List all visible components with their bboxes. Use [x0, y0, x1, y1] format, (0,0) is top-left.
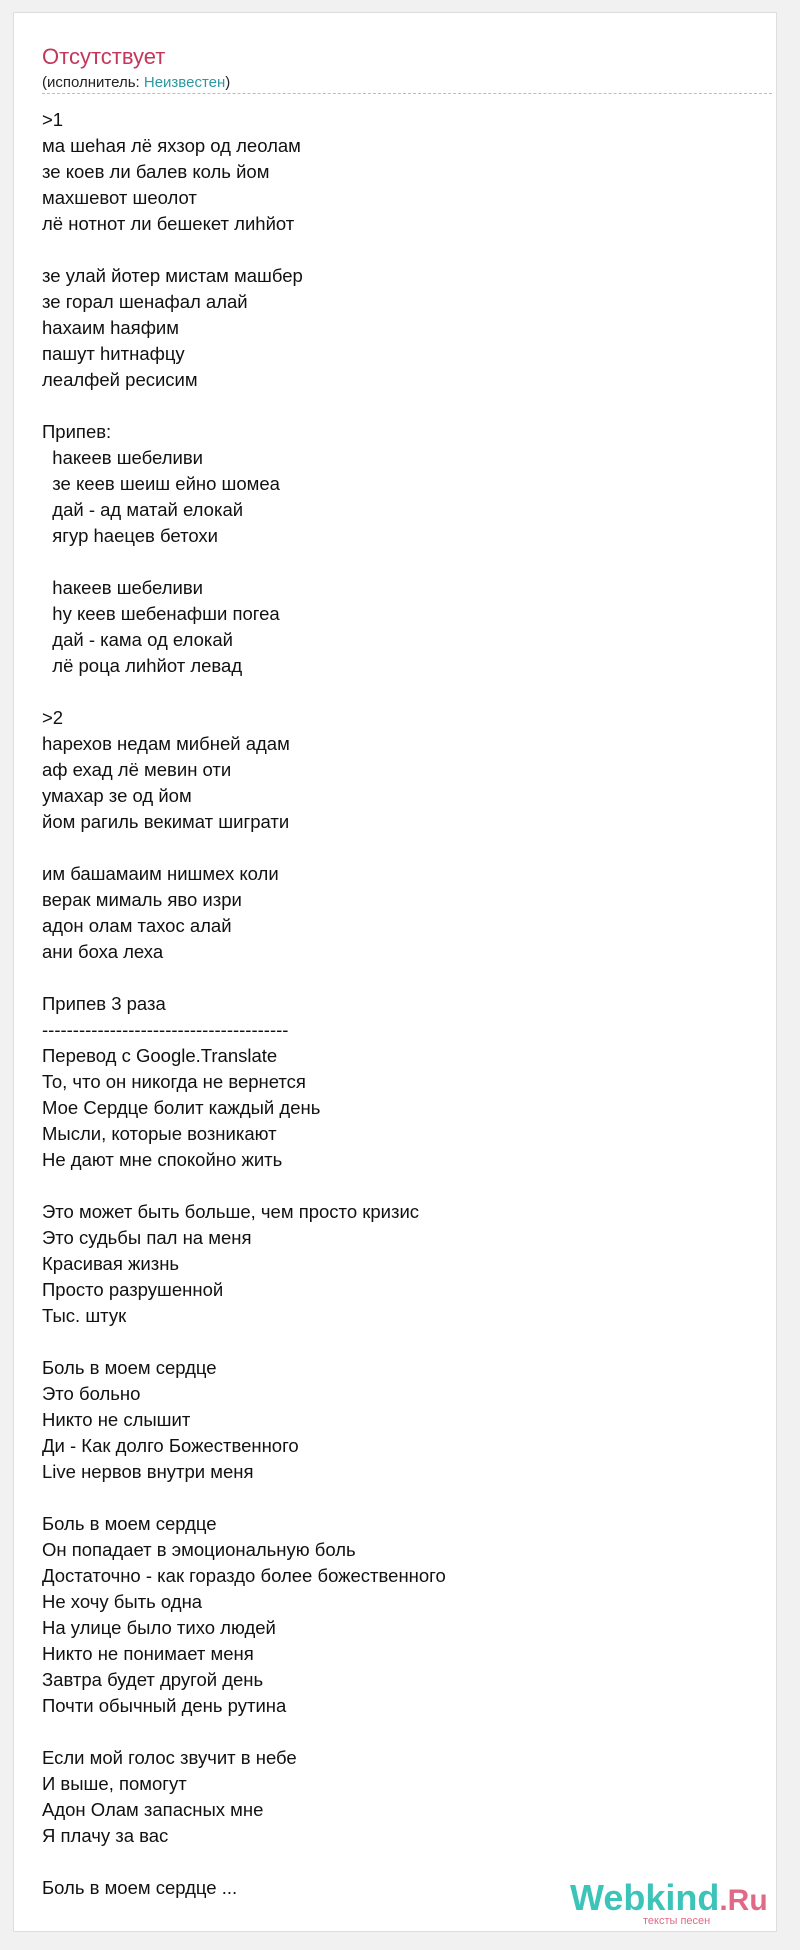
lyric-line: Это судьбы пал на меня [42, 1227, 252, 1248]
lyric-line: им башамаим нишмех коли [42, 863, 279, 884]
lyric-line: Боль в моем сердце [42, 1513, 217, 1534]
artist-prefix: (исполнитель: [42, 74, 144, 91]
lyric-line: лё нотнот ли бешекет лиhйот [42, 213, 295, 234]
lyric-line: зе улай йотер мистам машбер [42, 265, 303, 286]
lyric-line: йом рагиль векимат шиграти [42, 811, 290, 832]
lyric-line [42, 1485, 772, 1511]
lyric-line: аф ехад лё мевин оти [42, 759, 232, 780]
lyric-line: зе горал шенафал алай [42, 291, 248, 312]
logo-name: Webkind [570, 1877, 720, 1918]
lyric-line: зе кеев шеиш ейно шомеа [42, 473, 280, 494]
lyric-line: Он попадает в эмоциональную боль [42, 1539, 356, 1560]
lyric-line: Никто не понимает меня [42, 1643, 254, 1664]
lyric-line: ягур hаецев бетохи [42, 525, 219, 546]
lyric-line: Это больно [42, 1383, 141, 1404]
lyric-line: И выше, помогут [42, 1773, 187, 1794]
logo-tld: .Ru [719, 1884, 768, 1917]
lyric-line: Просто разрушенной [42, 1279, 224, 1300]
lyrics-text [42, 107, 772, 1901]
webkind-logo[interactable] [570, 1877, 768, 1919]
lyric-line [42, 835, 772, 861]
lyrics-card [13, 12, 777, 1932]
lyric-line: Перевод с Google.Translate [42, 1045, 278, 1066]
lyric-line: верак мималь яво изри [42, 889, 242, 910]
lyric-line: hахаим hаяфим [42, 317, 179, 338]
lyric-line: умахар зе од йом [42, 785, 192, 806]
lyric-line: дай - кама од елокай [42, 629, 233, 650]
lyric-line [42, 679, 772, 705]
lyric-line: Live нервов внутри меня [42, 1461, 254, 1482]
lyric-line [42, 1173, 772, 1199]
lyric-line: >2 [42, 707, 64, 728]
lyric-line: На улице было тихо людей [42, 1617, 276, 1638]
lyric-line: лё роца лиhйот левад [42, 655, 243, 676]
lyric-line: Ди - Как долго Божественного [42, 1435, 299, 1456]
lyric-line: Боль в моем сердце ... [42, 1877, 238, 1898]
lyric-line [42, 965, 772, 991]
lyric-line: Тыс. штук [42, 1305, 127, 1326]
lyric-line: ---------------------------------------- [42, 1019, 289, 1040]
lyric-line: Это может быть больше, чем просто кризис [42, 1201, 420, 1222]
song-title: Отсутствует [42, 44, 166, 69]
lyric-line: дай - ад матай елокай [42, 499, 244, 520]
lyric-line: махшевот шеолот [42, 187, 197, 208]
header-divider [42, 93, 772, 94]
lyric-line: Красивая жизнь [42, 1253, 180, 1274]
lyric-line: ма шеhая лё яхзор од леолам [42, 135, 301, 156]
lyric-line: зе коев ли балев коль йом [42, 161, 270, 182]
lyric-line [42, 549, 772, 575]
lyric-line: >1 [42, 109, 64, 130]
lyric-line: Если мой голос звучит в небе [42, 1747, 297, 1768]
lyric-line: Почти обычный день рутина [42, 1695, 287, 1716]
lyric-line: Мысли, которые возникают [42, 1123, 277, 1144]
artist-suffix: ) [225, 74, 231, 91]
lyric-line: леалфей ресисим [42, 369, 198, 390]
lyric-line [42, 1719, 772, 1745]
lyric-line: Мое Сердце болит каждый день [42, 1097, 321, 1118]
lyric-line [42, 1849, 772, 1875]
lyric-line: Не хочу быть одна [42, 1591, 203, 1612]
lyric-line: То, что он никогда не вернется [42, 1071, 306, 1092]
lyric-line: hакеев шебеливи [42, 447, 203, 468]
lyric-line: hарехов недам мибней адам [42, 733, 290, 754]
lyric-line: hу кеев шебенафши погеа [42, 603, 280, 624]
lyric-line: Боль в моем сердце [42, 1357, 217, 1378]
artist-line [42, 73, 230, 93]
lyric-line [42, 237, 772, 263]
lyric-line: ани боха леха [42, 941, 164, 962]
lyric-line: Завтра будет другой день [42, 1669, 264, 1690]
lyric-line [42, 393, 772, 419]
lyric-line: Достаточно - как гораздо более божественного [42, 1565, 446, 1586]
lyric-line: hакеев шебеливи [42, 577, 203, 598]
artist-link[interactable]: Неизвестен [143, 74, 226, 91]
lyric-line: Припев 3 раза [42, 993, 166, 1014]
lyric-line: Адон Олам запасных мне [42, 1799, 264, 1820]
lyric-line: адон олам тахос алай [42, 915, 232, 936]
lyric-line: Никто не слышит [42, 1409, 191, 1430]
lyric-line: пашут hитнафцу [42, 343, 185, 364]
logo-tagline: тексты песен [643, 1915, 711, 1927]
lyric-line [42, 1329, 772, 1355]
lyric-line: Не дают мне спокойно жить [42, 1149, 283, 1170]
lyric-line: Припев: [42, 421, 112, 442]
lyric-line: Я плачу за вас [42, 1825, 169, 1846]
